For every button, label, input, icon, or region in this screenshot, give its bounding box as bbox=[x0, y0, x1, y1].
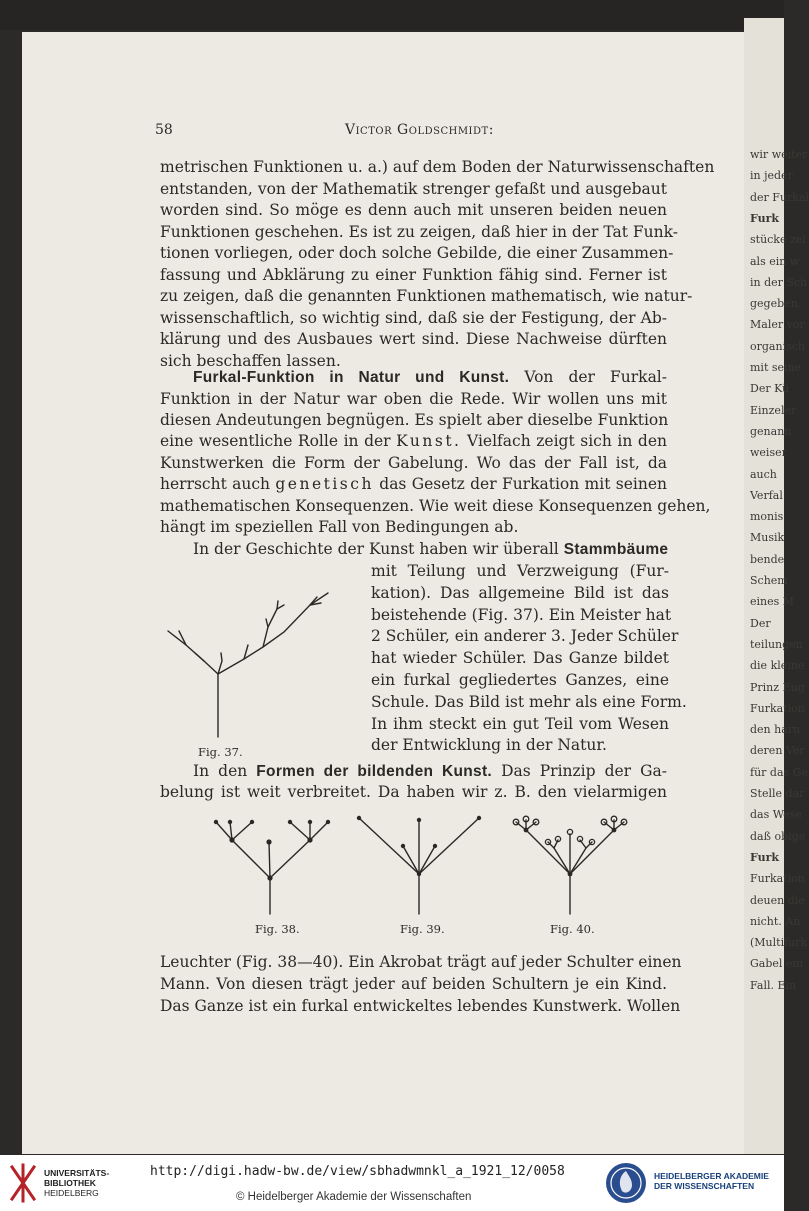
next-page-fragment: auch bbox=[750, 467, 777, 481]
copyright-notice: © Heidelberger Akademie der Wissenschaften bbox=[236, 1191, 472, 1203]
page-number: 58 bbox=[155, 122, 173, 138]
next-page-fragment: in der Sch bbox=[750, 275, 808, 289]
text-line: hängt im speziellen Fall von Bedingungen ab. bbox=[160, 518, 519, 536]
next-page-fragment: Verfal bbox=[750, 488, 783, 502]
text-line: hat wieder Schüler. Das Ganze bildet bbox=[371, 649, 669, 668]
academy-name-line: DER WISSENSCHAFTEN bbox=[654, 1181, 755, 1191]
next-page-fragment: die kleine bbox=[750, 659, 805, 673]
next-page-fragment: für das Ge bbox=[750, 765, 808, 779]
text-run: Von der Furkal- bbox=[524, 368, 667, 386]
next-page-fragment: Maler vor bbox=[750, 318, 805, 332]
next-page-fragment: Furkation bbox=[750, 872, 805, 886]
text-line: Das Ganze ist ein furkal entwickeltes lebendes Kunstwerk. Wollen bbox=[160, 997, 681, 1015]
next-page-fragment: das Wese bbox=[750, 808, 802, 822]
library-name-line: BIBLIOTHEK bbox=[44, 1178, 96, 1188]
text-line: kation). Das allgemeine Bild ist das bbox=[371, 583, 669, 602]
academy-name bbox=[654, 1171, 769, 1191]
next-page-fragment: Gabel ein bbox=[750, 957, 804, 971]
text-line: ein furkal gegliedertes Ganzes, eine bbox=[371, 671, 669, 689]
next-page-fragment: mit seine bbox=[750, 361, 802, 374]
next-page-fragment: (Multifurk bbox=[750, 936, 808, 950]
library-name-line: HEIDELBERG bbox=[44, 1188, 99, 1198]
next-page-fragment: wir weiter bbox=[750, 148, 808, 161]
text-line: der Entwicklung in der Natur. bbox=[371, 736, 607, 755]
next-page-fragment: teilungen bbox=[750, 637, 803, 651]
academy-seal-icon bbox=[604, 1161, 648, 1205]
text-run: eine wesentliche Rolle in der bbox=[160, 432, 391, 450]
next-page-fragment: Der bbox=[750, 616, 771, 630]
text-line: Funktionen geschehen. Es ist zu zeigen, daß hier in der Tat Funk- bbox=[160, 222, 678, 241]
text-line bbox=[160, 431, 667, 451]
text-line: diesen Andeutungen begnügen. Es spielt aber dieselbe Funktion bbox=[160, 411, 669, 429]
next-page-fragment: gegeben. bbox=[750, 297, 802, 311]
next-page-fragment: den harn bbox=[750, 723, 801, 737]
text-line: Mann. Von diesen trägt jeder auf beiden Schultern je ein Kind. bbox=[160, 975, 667, 993]
text-line bbox=[160, 474, 667, 494]
next-page-fragment: Furk bbox=[750, 850, 780, 864]
figure-40-candelabrum bbox=[506, 812, 634, 920]
text-line: belung ist weit verbreitet. Da haben wir z. B. den vielarmigen bbox=[160, 783, 667, 801]
next-page-fragment: weiser bbox=[750, 446, 787, 460]
bold-word-stammbaeume: Stammbäume bbox=[563, 541, 669, 558]
figure-38-caption: Fig. 38. bbox=[255, 922, 300, 936]
text-line: wissenschaftlich, so wichtig sind, daß sie der Festigung, der Ab- bbox=[160, 308, 667, 327]
next-page-fragment: der Furkal bbox=[750, 190, 809, 204]
next-page-fragment: nicht. An bbox=[750, 914, 801, 928]
text-line: fassung und Abklärung zu einer Funktion fähig sind. Ferner ist bbox=[160, 265, 667, 284]
text-line: Leuchter (Fig. 38—40). Ein Akrobat trägt auf jeder Schulter einen bbox=[160, 953, 682, 971]
next-page-fragment: deren Ver bbox=[750, 744, 805, 758]
permalink-url[interactable]: http://digi.hadw-bw.de/view/sbhadwmnkl_a_1921_12/0058 bbox=[150, 1164, 565, 1179]
figure-38-candelabrum bbox=[206, 812, 336, 920]
next-page-fragment: stücke zei bbox=[750, 233, 806, 247]
text-line: Kunstwerken die Form der Gabelung. Wo das der Fall ist, da bbox=[160, 454, 667, 472]
spaced-word-genetisch: genetisch bbox=[275, 475, 374, 493]
library-name-line: UNIVERSITÄTS- bbox=[44, 1168, 110, 1178]
text-run: Vielfach zeigt sich in den bbox=[467, 432, 667, 450]
viewer-footer bbox=[0, 1155, 784, 1211]
bold-phrase-formen: Formen der bildenden Kunst. bbox=[256, 763, 493, 780]
scan-background-top bbox=[0, 0, 784, 30]
next-page-fragment: in jeder bbox=[750, 169, 793, 183]
academy-name-line: HEIDELBERGER AKADEMIE bbox=[654, 1171, 769, 1181]
text-run: das Gesetz der Furkation mit seinen bbox=[379, 475, 667, 493]
text-run: Das Prinzip der Ga- bbox=[501, 762, 667, 780]
text-line: Funktion in der Natur war oben die Rede. Wir wollen uns mit bbox=[160, 390, 667, 408]
next-page-fragment: Schem bbox=[750, 574, 788, 587]
paragraph-4-first-line bbox=[193, 761, 667, 782]
figure-40-caption: Fig. 40. bbox=[550, 922, 595, 936]
text-line: mit Teilung und Verzweigung (Fur- bbox=[371, 562, 669, 580]
next-page-fragment: eines M bbox=[750, 595, 795, 609]
text-line: 2 Schüler, ein anderer 3. Jeder Schüler bbox=[371, 627, 679, 646]
next-page-fragment: deuen die bbox=[750, 893, 805, 907]
spaced-word-kunst: Kunst. bbox=[396, 432, 462, 450]
figure-37-caption: Fig. 37. bbox=[198, 745, 243, 759]
next-page-fragment: Einzeler bbox=[750, 403, 797, 417]
next-page-fragment: bende bbox=[750, 552, 785, 566]
next-page-fragment: monis bbox=[750, 510, 784, 524]
paragraph-2-first-line bbox=[193, 367, 667, 388]
running-head: Victor Goldschmidt: bbox=[345, 122, 494, 138]
section-heading-furkal-funktion: Furkal-Funktion in Natur und Kunst. bbox=[193, 369, 510, 386]
next-page-fragment: genann bbox=[750, 424, 792, 438]
next-page-fragment: als ein w bbox=[750, 254, 800, 268]
next-page-fragment: Furk bbox=[750, 211, 780, 225]
text-line: In ihm steckt ein gut Teil vom Wesen bbox=[371, 714, 669, 733]
text-line: entstanden, von der Mathematik strenger gefaßt und ausgebaut bbox=[160, 179, 667, 198]
next-page-fragment: Musik bbox=[750, 531, 785, 545]
next-page-fragment: Stelle dar bbox=[750, 787, 805, 800]
text-line: klärung und des Ausbaues wert sind. Diese Nachweise dürften bbox=[160, 330, 667, 348]
text-line: worden sind. So möge es denn auch mit unseren beiden neuen bbox=[160, 201, 667, 219]
text-line: mathematischen Konsequenzen. Wie weit diese Konsequenzen gehen, bbox=[160, 497, 711, 515]
paragraph-3-first-line bbox=[193, 539, 667, 560]
text-line: metrischen Funktionen u. a.) auf dem Boden der Naturwissenschaften bbox=[160, 158, 715, 176]
text-line: zu zeigen, daß die genannten Funktionen mathematisch, wie natur- bbox=[160, 287, 693, 305]
next-page-fragment: organisch bbox=[750, 339, 805, 353]
university-library-logo-icon bbox=[8, 1163, 38, 1203]
next-page-fragment: daß obige bbox=[750, 829, 806, 843]
text-run: herrscht auch bbox=[160, 475, 271, 493]
university-library-name bbox=[44, 1168, 109, 1198]
text-line: sich beschaffen lassen. bbox=[160, 351, 341, 370]
figure-39-caption: Fig. 39. bbox=[400, 922, 445, 936]
text-line: beistehende (Fig. 37). Ein Meister hat bbox=[371, 605, 672, 624]
text-run: In der Geschichte der Kunst haben wir überall bbox=[193, 540, 559, 558]
next-page-fragment: Fall. Ein bbox=[750, 978, 797, 992]
text-line: tionen vorliegen, oder doch solche Gebilde, die einer Zusammen- bbox=[160, 244, 674, 262]
text-run: In den bbox=[193, 762, 248, 780]
text-line: Schule. Das Bild ist mehr als eine Form. bbox=[371, 692, 687, 711]
next-page-fragment: Prinz Eug bbox=[750, 680, 805, 694]
next-page-edge bbox=[744, 18, 809, 1154]
next-page-fragment: Der Kü bbox=[750, 382, 790, 396]
figure-39-candelabrum bbox=[355, 812, 483, 920]
figure-37-family-tree bbox=[160, 575, 350, 740]
next-page-fragment: Furkation bbox=[750, 701, 805, 715]
